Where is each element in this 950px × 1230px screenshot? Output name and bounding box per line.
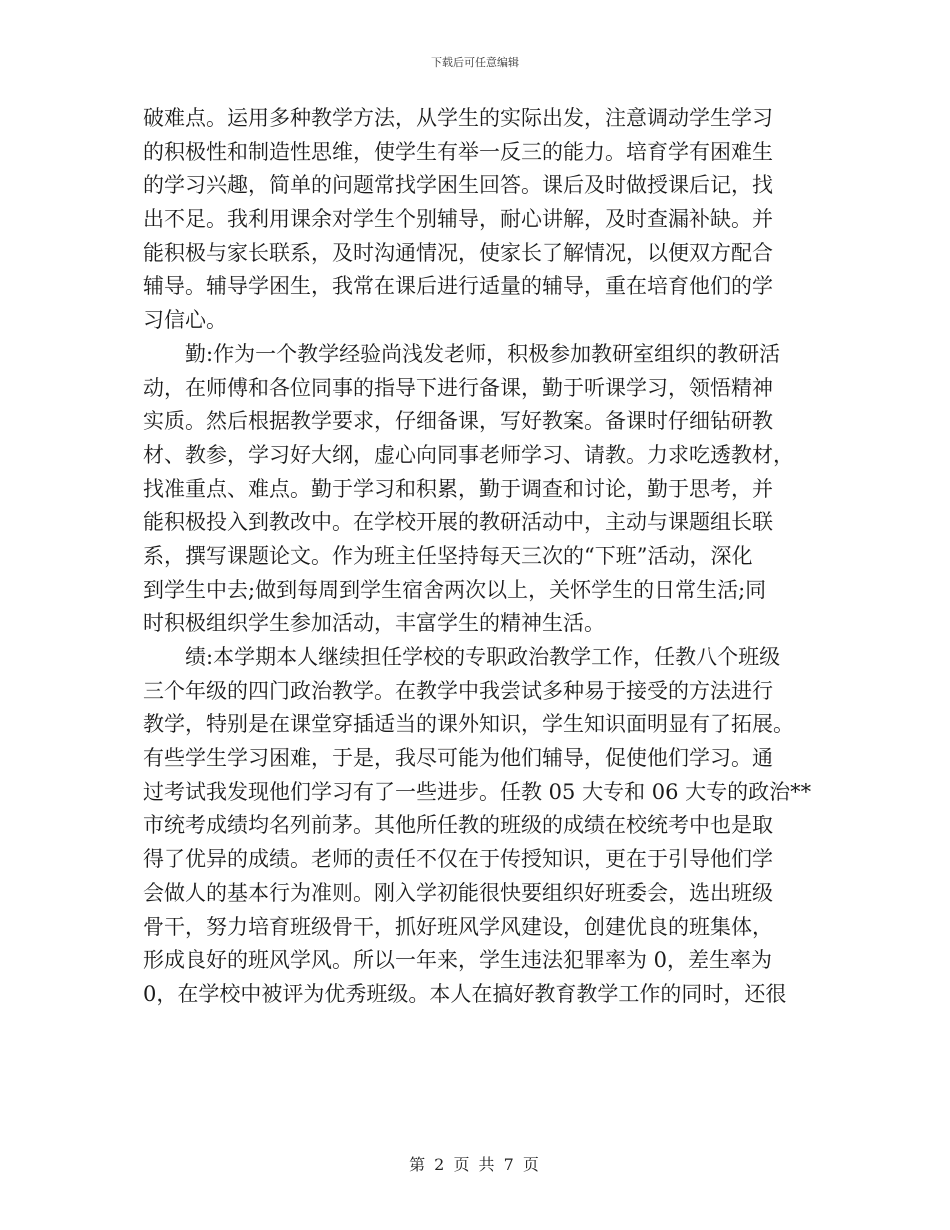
text-line: 会做人的基本行为准则。刚入学初能很快要组织好班委会，选出班级 xyxy=(143,880,773,905)
text-line: 时积极组织学生参加活动，丰富学生的精神生活。 xyxy=(143,611,605,636)
text-line: 破难点。运用多种教学方法，从学生的实际出发，注意调动学生学习 xyxy=(143,106,773,130)
text-line: 找准重点、难点。勤于学习和积累，勤于调查和讨论，勤于思考，并 xyxy=(143,476,773,501)
text-line: 动，在师傅和各位同事的指导下进行备课，勤于听课学习，领悟精神 xyxy=(143,375,773,400)
text-line: 出不足。我利用课余对学生个别辅导，耐心讲解，及时查漏补缺。并 xyxy=(143,207,773,232)
text-line: 的学习兴趣，简单的问题常找学困生回答。课后及时做授课后记，找 xyxy=(143,173,773,198)
text-line: 到学生中去;做到每周到学生宿舍两次以上，关怀学生的日常生活;同 xyxy=(143,577,767,602)
text-line: 辅导。辅导学困生，我常在课后进行适量的辅导，重在培育他们的学 xyxy=(143,274,773,299)
text-line: 过考试我发现他们学习有了一些进步。任教 05 大专和 06 大专的政治** xyxy=(143,779,811,804)
text-line: 教学，特别是在课堂穿插适当的课外知识，学生知识面明显有了拓展。 xyxy=(143,712,794,737)
text-line: 习信心。 xyxy=(143,308,227,333)
text-line: 形成良好的班风学风。所以一年来，学生违法犯罪率为 0，差生率为 xyxy=(143,948,773,973)
text-line: 实质。然后根据教学要求，仔细备课，写好教案。备课时仔细钻研教 xyxy=(143,409,773,434)
text-line: 得了优异的成绩。老师的责任不仅在于传授知识，更在于引导他们学 xyxy=(143,847,773,872)
page-header: 下载后可任意编辑 xyxy=(431,56,519,69)
text-line: 三个年级的四门政治教学。在教学中我尝试多种易于接受的方法进行 xyxy=(143,678,773,703)
text-line: 勤:作为一个教学经验尚浅发老师，积极参加教研室组织的教研活 xyxy=(143,341,781,366)
text-line: 系，撰写课题论文。作为班主任坚持每天三次的“下班”活动，深化 xyxy=(143,543,753,568)
text-line: 能积极与家长联系，及时沟通情况，使家长了解情况，以便双方配合 xyxy=(143,240,773,265)
text-line: 绩:本学期本人继续担任学校的专职政治教学工作，任教八个班级 xyxy=(143,645,781,669)
text-line: 材、教参，学习好大纲，虚心向同事老师学习、请教。力求吃透教材， xyxy=(143,442,794,467)
page-number: 第 2 页 共 7 页 xyxy=(409,1155,541,1174)
document-body xyxy=(143,102,811,1012)
text-line: 骨干，努力培育班级骨干，抓好班风学风建设，创建优良的班集体， xyxy=(143,914,773,939)
text-line: 的积极性和制造性思维，使学生有举一反三的能力。培育学有困难生 xyxy=(143,139,773,164)
text-line: 市统考成绩均名列前茅。其他所任教的班级的成绩在校统考中也是取 xyxy=(143,813,773,838)
text-line: 能积极投入到教改中。在学校开展的教研活动中，主动与课题组长联 xyxy=(143,510,773,535)
text-line: 0，在学校中被评为优秀班级。本人在搞好教育教学工作的同时，还很 xyxy=(143,981,787,1006)
text-line: 有些学生学习困难，于是，我尽可能为他们辅导，促使他们学习。通 xyxy=(143,746,773,771)
